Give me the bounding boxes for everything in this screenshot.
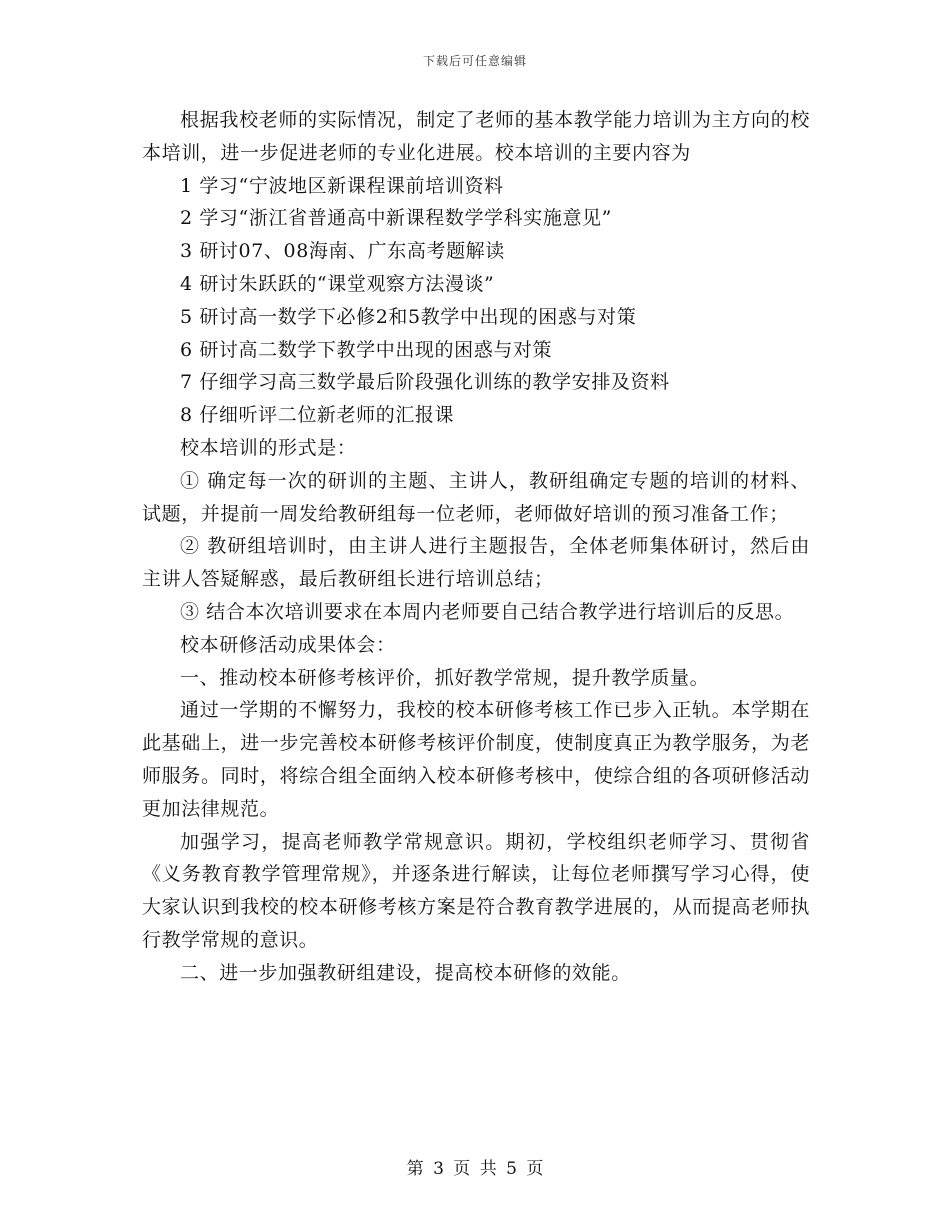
training-item-3: 3 研讨07、08海南、广东高考题解读 bbox=[180, 240, 505, 263]
section-two-heading: 二、进一步加强教研组建设，提高校本研修的效能。 bbox=[180, 961, 631, 984]
training-item-7: 7 仔细学习高三数学最后阶段强化训练的教学安排及资料 bbox=[180, 371, 670, 394]
section-one-paragraph-1: 通过一学期的不懈努力，我校的校本研修考核工作已步入正轨。本学期在此基础上，进一步完善校本研修考核评价制度，使制度真正为教学服务，为老师服务。同时，将综合组全面纳入校本研修考核中，使综合组的各项研修活动更加法律规范。 bbox=[142, 699, 810, 820]
outcomes-heading: 校本研修活动成果体会： bbox=[180, 633, 396, 656]
training-item-1: 1 学习“宁波地区新课程课前培训资料 bbox=[180, 174, 504, 197]
intro-paragraph: 根据我校老师的实际情况，制定了老师的基本教学能力培训为主方向的校本培训，进一步促进老师的专业化进展。校本培训的主要内容为 bbox=[142, 109, 810, 164]
training-item-6: 6 研讨高二数学下教学中出现的困惑与对策 bbox=[180, 338, 553, 361]
training-item-5: 5 研讨高一数学下必修2和5教学中出现的困惑与对策 bbox=[180, 305, 637, 328]
section-one-paragraph-2: 加强学习，提高老师教学常规意识。期初，学校组织老师学习、贯彻省《义务教育教学管理常规》，并逐条进行解读，让每位老师撰写学习心得，使大家认识到我校的校本研修考核方案是符合教育教学进展的，从而提高老师执行教学常规的意识。 bbox=[142, 830, 810, 951]
document-body bbox=[142, 104, 810, 990]
page-header-note: 下载后可任意编辑 bbox=[422, 54, 527, 68]
section-one-heading: 一、推动校本研修考核评价，抓好教学常规，提升教学质量。 bbox=[180, 666, 710, 689]
training-item-8: 8 仔细听评二位新老师的汇报课 bbox=[180, 404, 455, 427]
format-step-1: ① 确定每一次的研训的主题、主讲人，教研组确定专题的培训的材料、试题，并提前一周发给教研组每一位老师，老师做好培训的预习准备工作； bbox=[142, 469, 810, 525]
training-item-2: 2 学习“浙江省普通高中新课程数学学科实施意见” bbox=[180, 207, 612, 230]
training-format-heading: 校本培训的形式是： bbox=[180, 436, 357, 459]
page-number-footer: 第 3 页 共 5 页 bbox=[406, 1159, 544, 1179]
format-step-3: ③ 结合本次培训要求在本周内老师要自己结合教学进行培训后的反思。 bbox=[180, 600, 795, 623]
format-step-2: ② 教研组培训时，由主讲人进行主题报告，全体老师集体研讨，然后由主讲人答疑解惑，最后教研组长进行培训总结； bbox=[142, 535, 810, 591]
training-item-4: 4 研讨朱跃跃的“课堂观察方法漫谈” bbox=[180, 272, 495, 295]
